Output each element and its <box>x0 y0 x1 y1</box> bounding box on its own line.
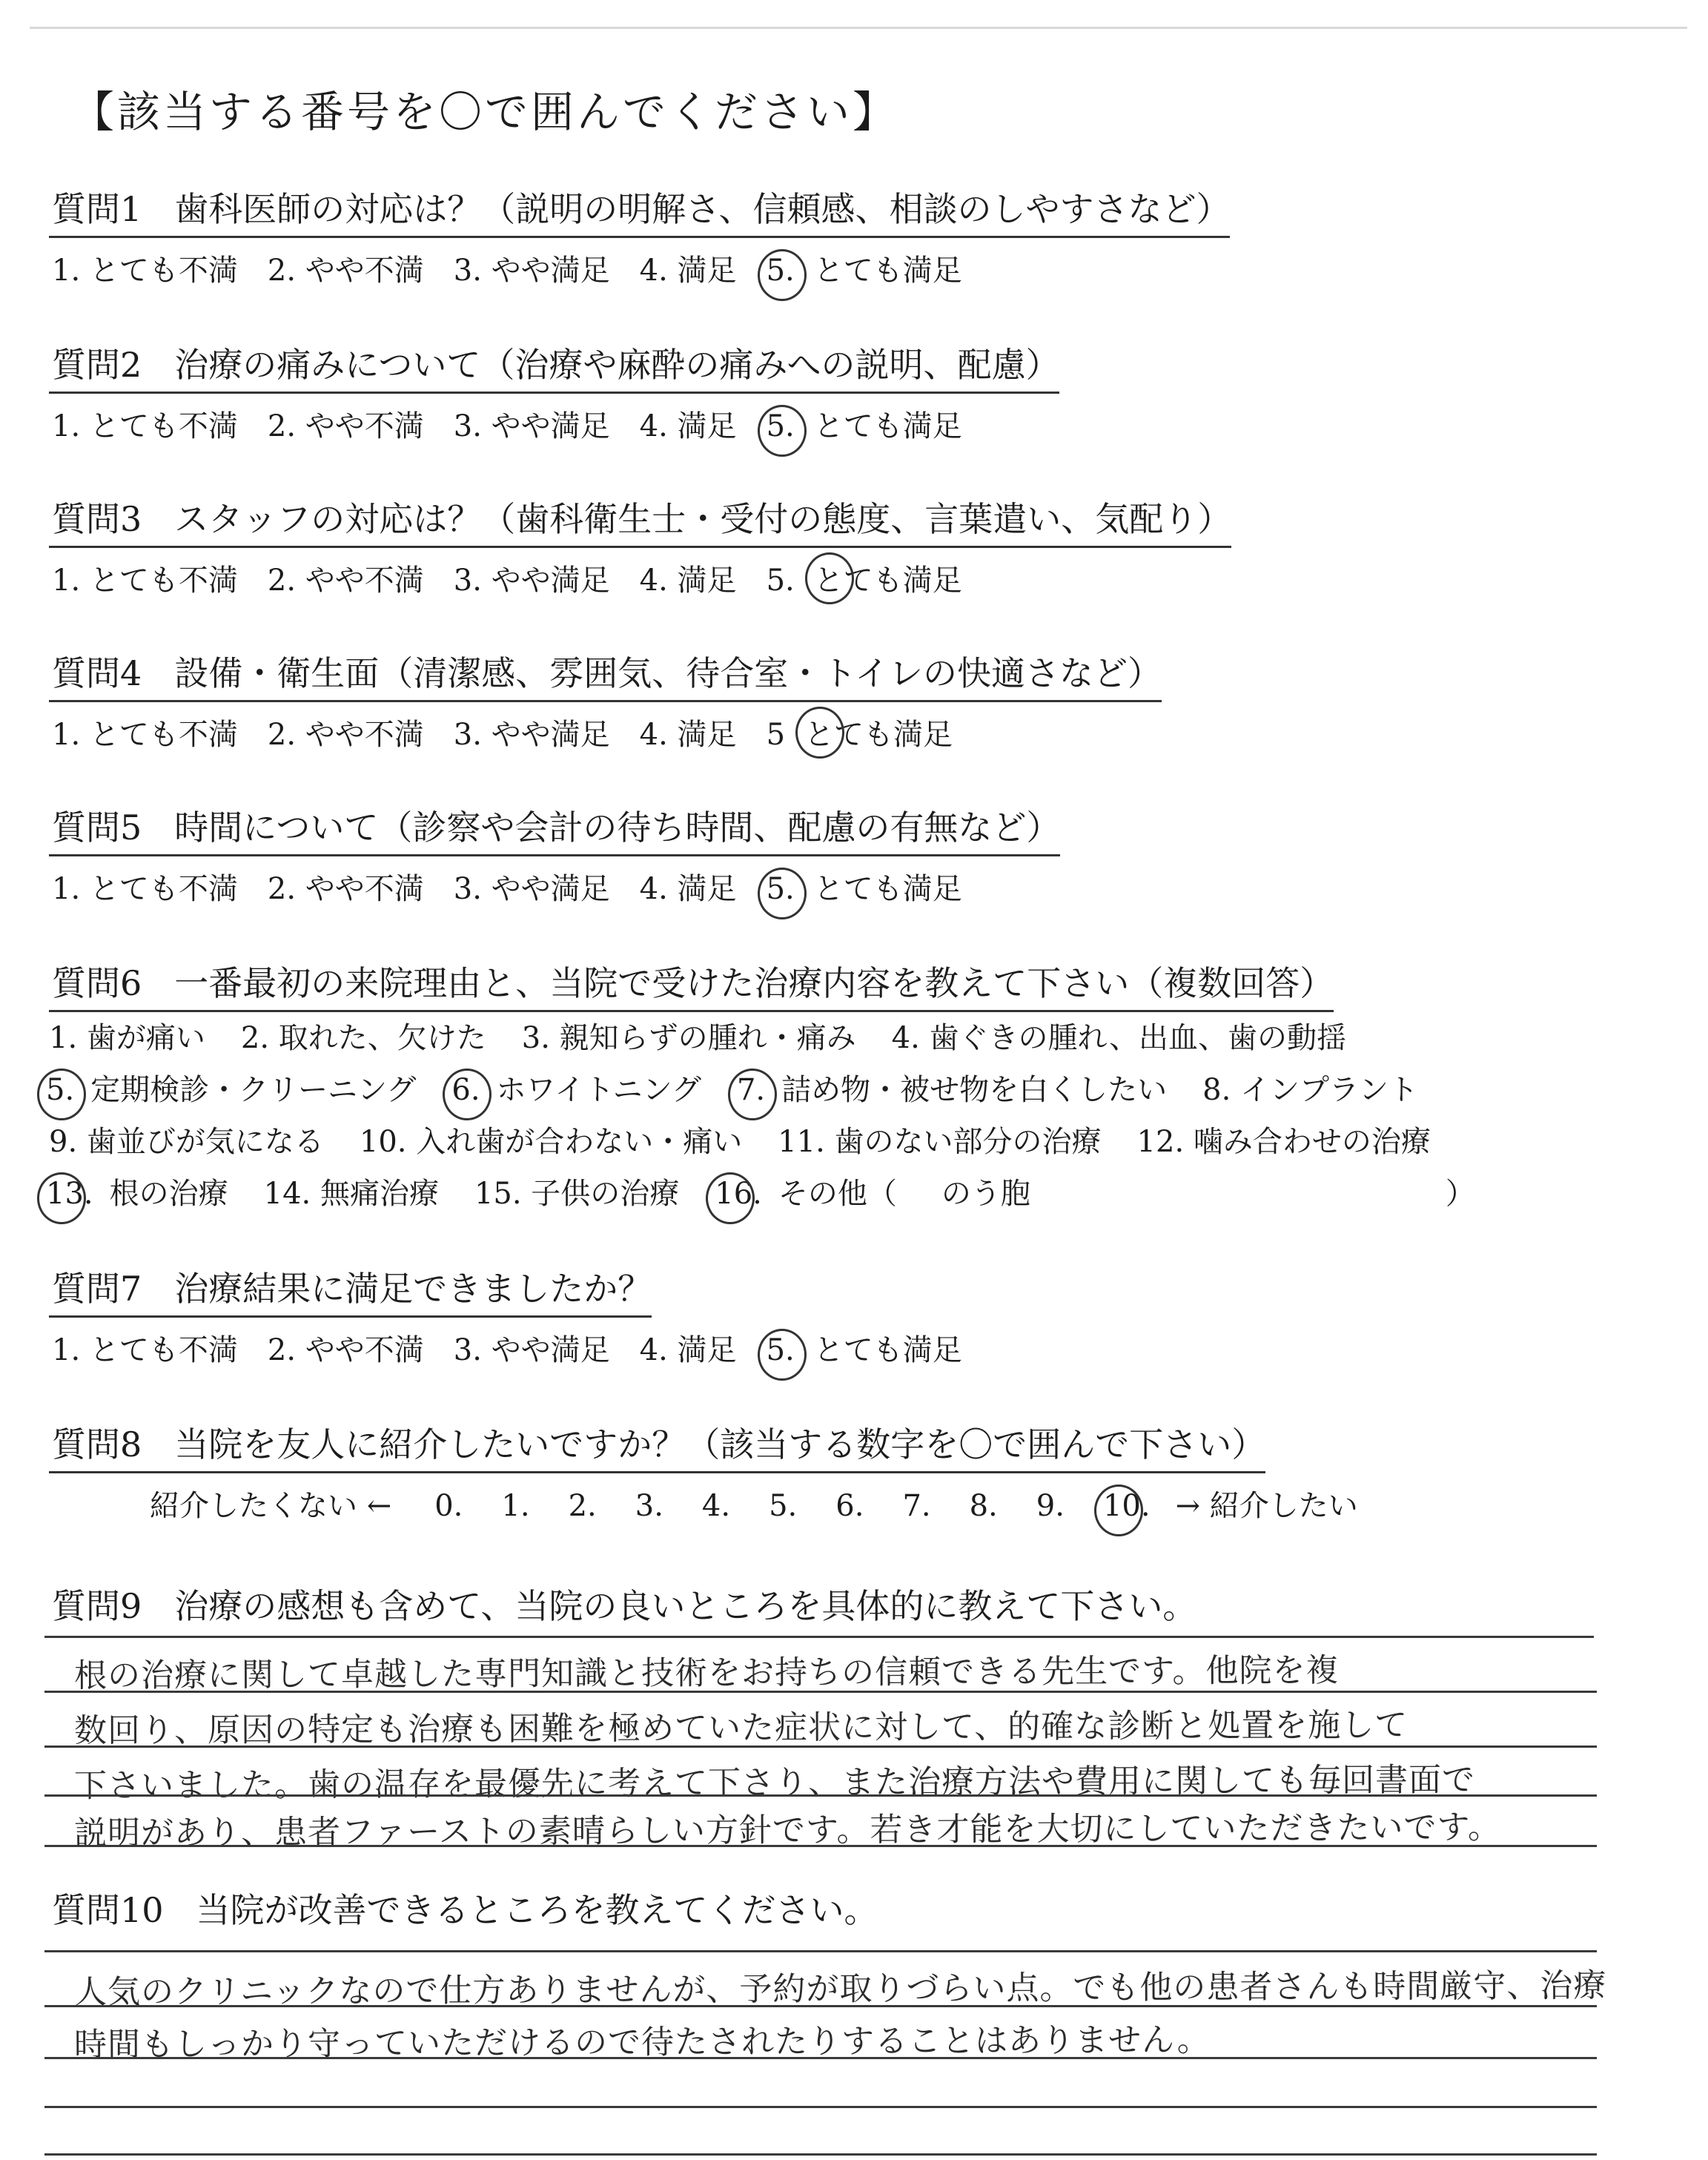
scale-3[interactable]: 3. <box>635 1489 663 1523</box>
question-6-heading <box>49 957 1334 1012</box>
question-text: 治療結果に満足できましたか？ <box>174 1269 652 1309</box>
options <box>49 247 1230 289</box>
question-5 <box>49 801 1060 908</box>
option-5-circled[interactable]: 5. <box>766 409 795 443</box>
q6-option-13-label: 根の治療 <box>109 1177 228 1211</box>
q10-answer-line-1[interactable]: 人気のクリニックなので仕方ありませんが、予約が取りづらい点。でも他の患者さんも時間厳守、治療 <box>73 1966 1607 2012</box>
option-5[interactable]: 5 <box>766 718 786 752</box>
option-5-label: とても満足 <box>813 872 962 906</box>
q6-option-6-label: ホワイトニング <box>496 1073 701 1107</box>
question-text: 歯科医師の対応は？（説明の明解さ、信頼感、相談のしやすさなど） <box>174 189 1231 229</box>
option-3[interactable]: 3. やや満足 <box>453 1333 610 1367</box>
scale-4[interactable]: 4. <box>701 1489 731 1523</box>
scale-2[interactable]: 2. <box>568 1489 597 1523</box>
question-6 <box>49 957 1334 1012</box>
question-9 <box>49 1579 1196 1628</box>
scale-8[interactable]: 8. <box>969 1489 998 1523</box>
q6-row-4 <box>46 1170 1475 1212</box>
q6-option-5-circled[interactable]: 5. <box>46 1073 75 1107</box>
question-3-heading <box>49 492 1231 548</box>
q6-option-15[interactable]: 15. 子供の治療 <box>474 1177 680 1211</box>
question-8 <box>49 1418 1388 1525</box>
question-3 <box>49 492 1231 599</box>
option-1[interactable]: 1. とても不満 <box>52 1333 238 1367</box>
q6-option-14[interactable]: 14. 無痛治療 <box>263 1177 439 1211</box>
q6-option-4[interactable]: 4. 歯ぐきの腫れ、出血、歯の動揺 <box>891 1021 1346 1055</box>
option-5-circled[interactable]: 5. <box>766 1333 795 1367</box>
option-3[interactable]: 3. やや満足 <box>453 409 610 443</box>
option-5-label-circled: とても満足 <box>804 711 953 753</box>
option-2[interactable]: 2. やや不満 <box>267 1333 424 1367</box>
q6-option-6-circled[interactable]: 6. <box>451 1073 480 1107</box>
q6-option-8[interactable]: 8. インプラント <box>1202 1073 1419 1107</box>
q6-other-answer[interactable]: のう胞 <box>941 1177 1030 1211</box>
question-text: 当院を友人に紹介したいですか？（該当する数字を〇で囲んで下さい） <box>174 1424 1266 1464</box>
question-1 <box>49 182 1230 289</box>
q9-answer-line-3[interactable]: 下さいました。歯の温存を最優先に考えて下さり、また治療方法や費用に関しても毎回書面で <box>73 1760 1476 1806</box>
q6-row-1 <box>49 1014 1382 1057</box>
scale-5[interactable]: 5. <box>769 1489 798 1523</box>
page-title: 【該当する番号を〇で囲んでください】 <box>71 87 899 137</box>
q6-row-3 <box>49 1118 1466 1160</box>
scale-6[interactable]: 6. <box>835 1489 864 1523</box>
answer-line <box>44 1794 1597 1797</box>
question-text: 一番最初の来院理由と、当院で受けた治療内容を教えて下さい（複数回答） <box>174 963 1334 1003</box>
question-5-heading <box>49 801 1060 856</box>
answer-line <box>44 2057 1597 2059</box>
option-1[interactable]: 1. とても不満 <box>52 409 238 443</box>
option-3[interactable]: 3. やや満足 <box>453 254 610 288</box>
q9-answer-line-1[interactable]: 根の治療に関して卓越した専門知識と技術をお持ちの信頼できる先生です。他院を複 <box>73 1651 1340 1695</box>
question-label: 質問4 <box>52 653 142 693</box>
option-5-label: とても満足 <box>813 1333 962 1367</box>
scale-left-label: 紹介したくない ← <box>150 1489 392 1523</box>
question-2-heading <box>49 338 1059 394</box>
answer-line <box>44 1950 1597 1952</box>
answer-line <box>44 1745 1597 1748</box>
question-4-heading <box>49 647 1162 702</box>
q6-option-9[interactable]: 9. 歯並びが気になる <box>49 1125 324 1159</box>
option-3[interactable]: 3. やや満足 <box>453 718 610 752</box>
q6-option-10[interactable]: 10. 入れ歯が合わない・痛い <box>359 1125 743 1159</box>
scale-10-circled[interactable]: 10. <box>1102 1489 1151 1523</box>
option-1[interactable]: 1. とても不満 <box>52 254 238 288</box>
question-label: 質問3 <box>52 499 142 539</box>
option-5-circled[interactable]: 5. <box>766 872 795 906</box>
q10-answer-line-2[interactable]: 時間もしっかり守っていただけるので待たされたりすることはありません。 <box>73 2021 1211 2064</box>
top-border <box>30 27 1687 29</box>
q6-option-1[interactable]: 1. 歯が痛い <box>49 1021 205 1055</box>
q6-option-11[interactable]: 11. 歯のない部分の治療 <box>778 1125 1102 1159</box>
q9-answer-line-2[interactable]: 数回り、原因の特定も治療も困難を極めていた症状に対して、的確な診断と処置を施して <box>73 1706 1409 1750</box>
option-3[interactable]: 3. やや満足 <box>453 564 610 598</box>
q6-option-2[interactable]: 2. 取れた、欠けた <box>240 1021 486 1055</box>
options <box>49 403 1059 445</box>
option-2[interactable]: 2. やや不満 <box>267 564 424 598</box>
question-10-heading <box>49 1883 878 1932</box>
option-5-label: とても満足 <box>813 409 962 443</box>
q6-option-16-circled[interactable]: 16. <box>715 1177 762 1211</box>
question-4 <box>49 647 1162 753</box>
question-text: 時間について（診察や会計の待ち時間、配慮の有無など） <box>174 807 1061 848</box>
question-2 <box>49 338 1059 445</box>
option-4[interactable]: 4. 満足 <box>639 409 737 443</box>
option-3[interactable]: 3. やや満足 <box>453 872 610 906</box>
q6-option-16-label: その他（ <box>778 1177 897 1211</box>
options <box>49 1327 992 1369</box>
question-1-heading <box>49 182 1230 238</box>
question-label: 質問5 <box>52 807 142 848</box>
options <box>49 557 1231 599</box>
question-text: 治療の感想も含めて、当院の良いところを具体的に教えて下さい。 <box>174 1586 1197 1626</box>
option-2[interactable]: 2. やや不満 <box>267 254 424 288</box>
question-8-heading <box>49 1418 1265 1473</box>
q6-option-12[interactable]: 12. 噛み合わせの治療 <box>1136 1125 1431 1159</box>
option-5-label-circled: とても満足 <box>814 557 962 599</box>
options <box>49 865 1060 908</box>
answer-line <box>44 1845 1597 1847</box>
scale-7[interactable]: 7. <box>902 1489 931 1523</box>
option-1[interactable]: 1. とても不満 <box>52 564 238 598</box>
option-4[interactable]: 4. 満足 <box>639 564 737 598</box>
q6-close-paren: ） <box>1445 1177 1475 1211</box>
option-2[interactable]: 2. やや不満 <box>267 872 424 906</box>
question-label: 質問2 <box>52 345 142 385</box>
q6-option-3[interactable]: 3. 親知らずの腫れ・痛み <box>521 1021 856 1055</box>
option-5-circled[interactable]: 5. <box>766 254 795 288</box>
question-text: スタッフの対応は？（歯科衛生士・受付の態度、言葉遣い、気配り） <box>174 499 1232 539</box>
q9-answer-line-4[interactable]: 説明があり、患者ファーストの素晴らしい方針です。若き才能を大切にしていただきたいです。 <box>73 1808 1502 1853</box>
q6-row-2 <box>46 1066 1454 1109</box>
answer-line <box>44 2153 1597 2156</box>
question-9-heading <box>49 1579 1196 1628</box>
question-label: 質問10 <box>52 1890 164 1930</box>
q6-option-7-circled[interactable]: 7. <box>736 1073 766 1107</box>
answer-line <box>44 1691 1597 1693</box>
question-label: 質問1 <box>52 189 142 229</box>
recommend-scale <box>49 1482 1388 1525</box>
question-text: 設備・衛生面（清潔感、雰囲気、待合室・トイレの快適さなど） <box>174 653 1162 693</box>
question-10 <box>49 1883 878 1932</box>
question-label: 質問9 <box>52 1586 142 1626</box>
question-label: 質問8 <box>52 1424 142 1464</box>
option-2[interactable]: 2. やや不満 <box>267 718 424 752</box>
scale-9[interactable]: 9. <box>1036 1489 1065 1523</box>
question-7 <box>49 1262 992 1369</box>
answer-line <box>44 1636 1594 1638</box>
q6-option-5-label: 定期検診・クリーニング <box>90 1073 417 1107</box>
answer-line <box>44 2106 1597 2108</box>
option-4[interactable]: 4. 満足 <box>639 1333 737 1367</box>
scale-1[interactable]: 1. <box>501 1489 530 1523</box>
question-label: 質問6 <box>52 963 142 1003</box>
scale-0[interactable]: 0. <box>434 1489 463 1523</box>
option-4[interactable]: 4. 満足 <box>639 254 737 288</box>
question-text: 当院が改善できるところを教えてください。 <box>196 1890 878 1930</box>
q6-option-7-label: 詰め物・被せ物を白くしたい <box>781 1073 1168 1107</box>
options <box>49 711 1162 753</box>
question-text: 治療の痛みについて（治療や麻酔の痛みへの説明、配慮） <box>174 345 1060 385</box>
q6-option-13-circled[interactable]: 13. <box>46 1177 93 1211</box>
question-7-heading <box>49 1262 652 1318</box>
option-1[interactable]: 1. とても不満 <box>52 872 238 906</box>
question-label: 質問7 <box>52 1269 142 1309</box>
option-5[interactable]: 5. <box>766 564 795 598</box>
answer-line <box>44 2005 1597 2007</box>
option-4[interactable]: 4. 満足 <box>639 718 737 752</box>
option-4[interactable]: 4. 満足 <box>639 872 737 906</box>
option-2[interactable]: 2. やや不満 <box>267 409 424 443</box>
scale-right-label: → 紹介したい <box>1175 1489 1358 1523</box>
option-1[interactable]: 1. とても不満 <box>52 718 238 752</box>
option-5-label: とても満足 <box>813 254 962 288</box>
